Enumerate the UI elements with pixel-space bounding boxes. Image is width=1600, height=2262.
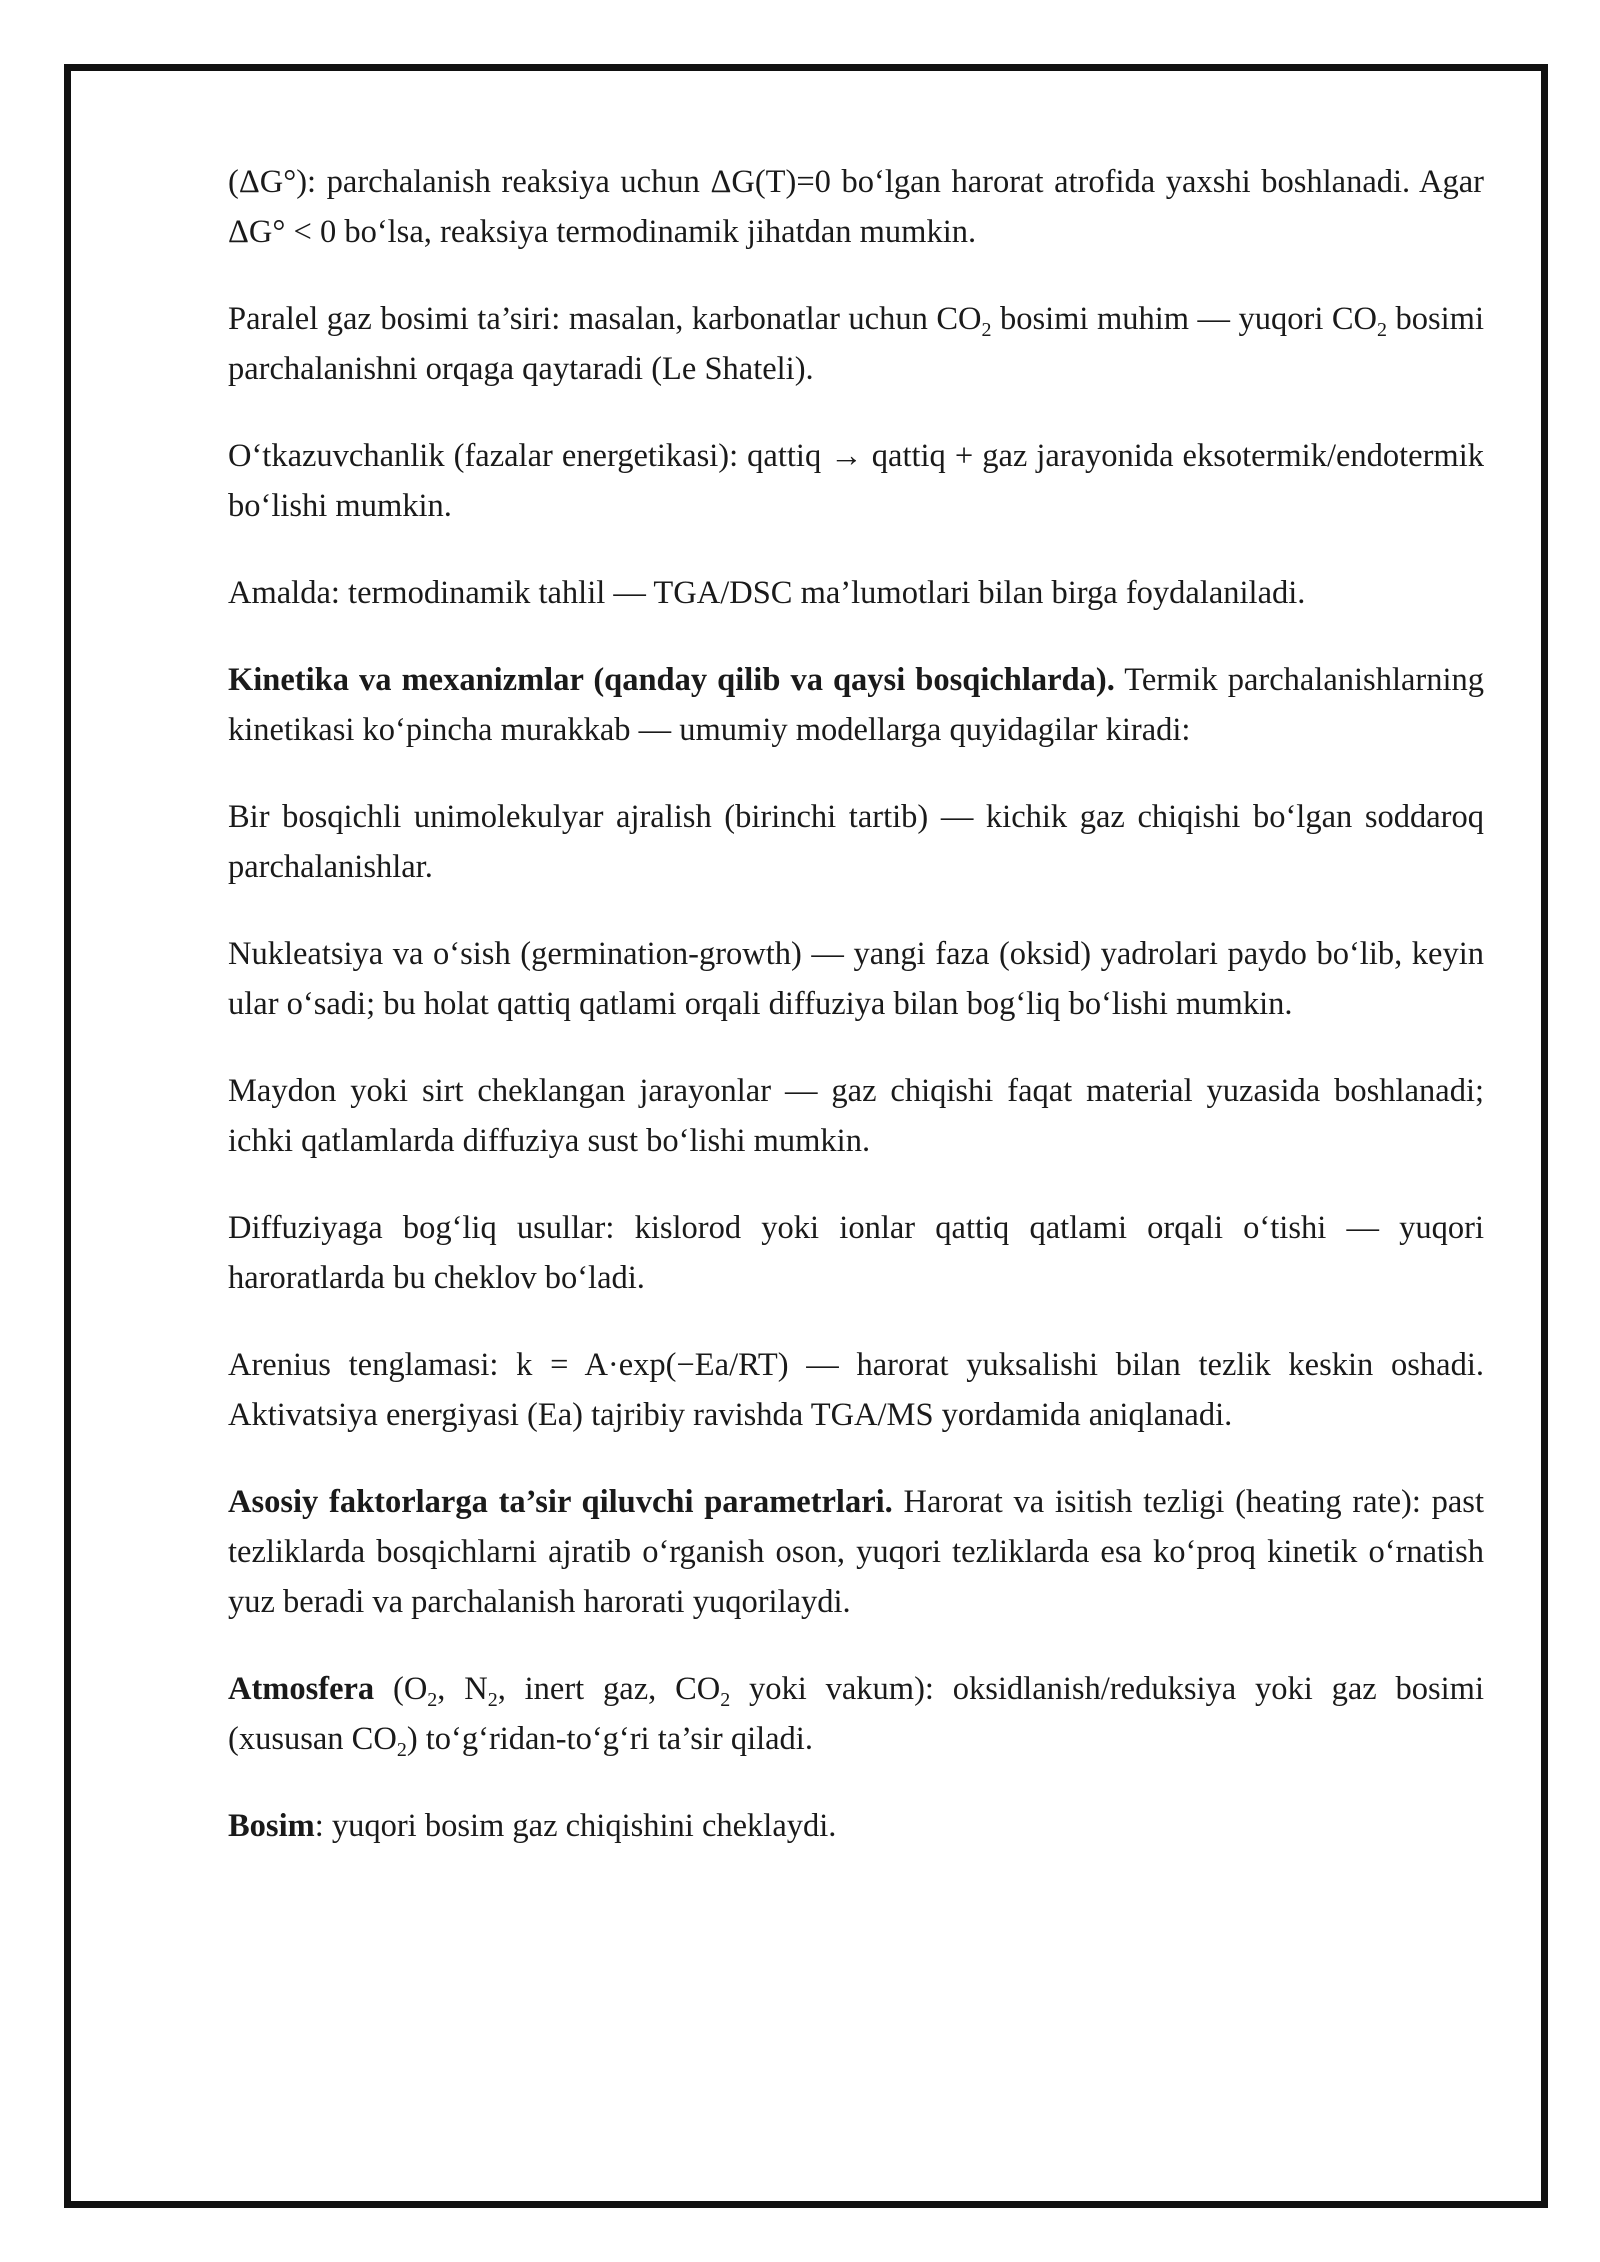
bold-run: Bosim xyxy=(228,1808,315,1844)
text-run: , N xyxy=(437,1671,488,1707)
paragraph-delta-g xyxy=(228,157,1484,257)
text-run: bosimi muhim — yuqori CO xyxy=(991,301,1378,337)
bold-run: Kinetika va mexanizmlar (qanday qilib va qaysi bosqichlarda). xyxy=(228,662,1115,698)
paragraph-conductivity xyxy=(228,431,1484,531)
text-run: , inert gaz, CO xyxy=(497,1671,721,1707)
text-run: Diffuziyaga bog‘liq usullar: kislorod yoki ionlar qattiq qatlami orqali o‘tishi — yuqori haroratlarda bu cheklov bo‘ladi. xyxy=(228,1210,1484,1296)
text-run: : yuqori bosim gaz chiqishini cheklaydi. xyxy=(314,1808,837,1844)
bold-run: Atmosfera xyxy=(228,1671,375,1707)
text-run: Harorat va isitish tezligi (heating rate): past tezliklarda bosqichlarni ajratib o‘rganish oson, yuqori tezliklarda esa ko‘proq kinetik o‘rnatish yuz beradi va parchalanish harorati yuqorilaydi. xyxy=(228,1484,1484,1620)
paragraph-arrhenius xyxy=(228,1340,1484,1440)
paragraph-single-step xyxy=(228,792,1484,892)
paragraph-in-practice xyxy=(228,568,1484,618)
text-run: (O xyxy=(374,1671,428,1707)
text-run: Bir bosqichli unimolekulyar ajralish (birinchi tartib) — kichik gaz chiqishi bo‘lgan soddaroq parchalanishlar. xyxy=(228,799,1484,885)
paragraph-pressure xyxy=(228,1801,1484,1851)
subscript: 2 xyxy=(487,1689,498,1711)
paragraph-atmosphere xyxy=(228,1664,1484,1764)
document-body xyxy=(228,157,1484,1888)
subscript: 2 xyxy=(396,1739,407,1761)
paragraph-nucleation xyxy=(228,929,1484,1029)
paragraph-gas-pressure xyxy=(228,294,1484,394)
subscript: 2 xyxy=(720,1689,731,1711)
text-run: Paralel gaz bosimi ta’siri: masalan, karbonatlar uchun CO xyxy=(228,301,982,337)
text-run: Termik parchalanishlarning kinetikasi ko‘pincha murakkab — umumiy modellarga quyidagilar kiradi: xyxy=(228,662,1484,748)
subscript: 2 xyxy=(981,319,992,341)
subscript: 2 xyxy=(427,1689,438,1711)
text-run: (ΔG°): parchalanish reaksiya uchun ΔG(T)=0 bo‘lgan harorat atrofida yaxshi boshlanadi. Agar ΔG° < 0 bo‘lsa, reaksiya termodinamik jihatdan mumkin. xyxy=(228,164,1484,250)
text-run: bosimi parchalanishni orqaga qaytaradi (Le Shateli). xyxy=(228,301,1484,387)
paragraph-diffusion xyxy=(228,1203,1484,1303)
paragraph-kinetics xyxy=(228,655,1484,755)
text-run: Nukleatsiya va o‘sish (germination-growth) — yangi faza (oksid) yadrolari paydo bo‘lib, keyin ular o‘sadi; bu holat qattiq qatlami orqali diffuziya bilan bog‘liq bo‘lishi mumkin. xyxy=(228,936,1484,1022)
paragraph-surface-limited xyxy=(228,1066,1484,1166)
paragraph-main-factors xyxy=(228,1477,1484,1627)
text-run: ) to‘g‘ridan-to‘g‘ri ta’sir qiladi. xyxy=(406,1721,813,1757)
text-run: yoki vakum): oksidlanish/reduksiya yoki gaz bosimi (xususan CO xyxy=(228,1671,1484,1757)
text-run: Arenius tenglamasi: k = A·exp(−Ea/RT) — harorat yuksalishi bilan tezlik keskin oshadi. Aktivatsiya energiyasi (Ea) tajribiy ravishda TGA/MS yordamida aniqlanadi. xyxy=(228,1347,1484,1433)
text-run: Amalda: termodinamik tahlil — TGA/DSC ma’lumotlari bilan birga foydalaniladi. xyxy=(228,575,1306,611)
text-run: Maydon yoki sirt cheklangan jarayonlar — gaz chiqishi faqat material yuzasida boshlanadi; ichki qatlamlarda diffuziya sust bo‘lishi mumkin. xyxy=(228,1073,1484,1159)
page-frame xyxy=(64,64,1548,2208)
subscript: 2 xyxy=(1377,319,1388,341)
text-run: O‘tkazuvchanlik (fazalar energetikasi): qattiq → qattiq + gaz jarayonida eksotermik/endotermik bo‘lishi mumkin. xyxy=(228,438,1484,524)
bold-run: Asosiy faktorlarga ta’sir qiluvchi parametrlari. xyxy=(228,1484,893,1520)
